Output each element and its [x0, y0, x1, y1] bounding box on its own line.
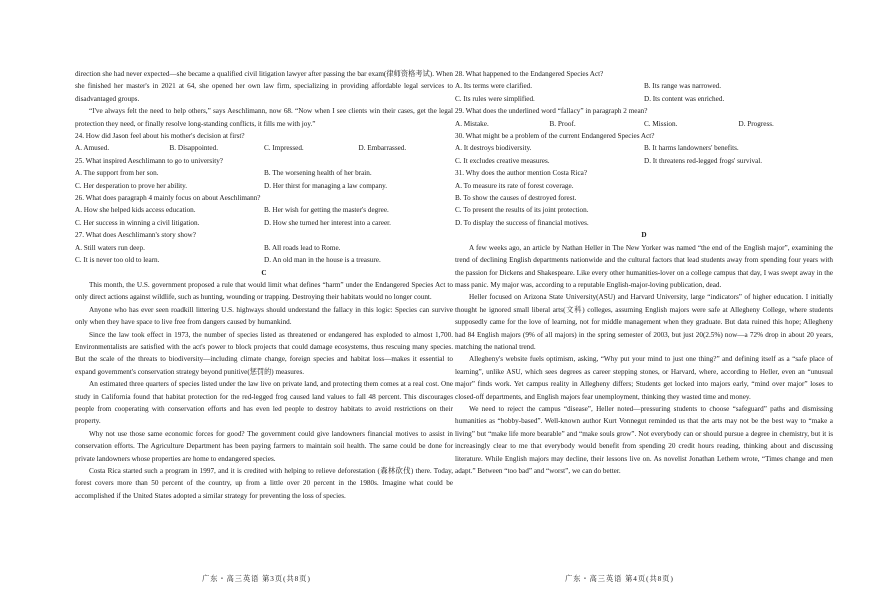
option: A. Amused. — [75, 144, 110, 153]
paragraph: Since the law took effect in 1973, the number of species listed as threatened or endangered has exploded to almost 1,700. Environmentalists are satisfied with the act's power to block projects that could damage ecosystems, thus rescuing many species. But the scale of the threats to biodiversity—including climate change, foreign species and habitat loss—makes it essential to expand government's conservation strategy beyond punitive(惩罚的) measures. — [75, 330, 453, 376]
options — [75, 180, 453, 192]
paragraph: Anyone who has ever seen roadkill littering U.S. highways should understand the fallacy in this logic: Species can survive only when they have space to live free from dangers caused by humankind. — [75, 305, 453, 327]
option: B. Her wish for getting the master's degree. — [264, 206, 389, 215]
question-30 — [455, 130, 833, 167]
option: D. To display the success of financial motives. — [455, 218, 589, 227]
option: A. Its terms were clarified. — [455, 82, 533, 91]
option: B. Disappointed. — [169, 144, 219, 153]
question-26 — [75, 192, 453, 229]
options — [455, 93, 833, 105]
option: C. Her success in winning a civil litigation. — [75, 218, 200, 227]
option: C. To present the results of its joint protection. — [455, 206, 589, 215]
options — [75, 142, 453, 154]
paragraph: Allegheny's website fuels optimism, asking, “Why put your mind to just one thing?” and defining itself as a “safe place of learning”, unlike ASU, which sees degrees as career stepping stones, or Harvard, where, according to Heller, even an “unusual major” finds work. Yet campus reality in Allegheny differs; Students get locked into majors early, “mind over major” loses to closed-off departments, and English majors fear unemployment, thinking they wasted time and money. — [455, 355, 833, 401]
option: A. Still waters run deep. — [75, 243, 145, 252]
section-heading-d: D — [641, 231, 647, 240]
option: B. The worsening health of her brain. — [264, 169, 372, 178]
option: C. Its rules were simplified. — [455, 94, 535, 103]
right-page-column — [455, 68, 833, 477]
question-stem: 27. What does Aeschlimann's story show? — [75, 231, 196, 240]
question-stem: 30. What might be a problem of the current Endangered Species Act? — [455, 132, 655, 141]
option: D. Progress. — [738, 119, 774, 128]
question-31 — [455, 167, 833, 229]
question-stem: 29. What does the underlined word “fallacy” in paragraph 2 mean? — [455, 107, 648, 116]
paragraph: An estimated three quarters of species listed under the law live on private land, and protecting them comes at a real cost. One study in California found that habitat protection for the red-legged frog caused land values to fall 48 percent. This discourages people from cooperating with conservation efforts and has even led people to destroy habitats to avoid restrictions on their property. — [75, 380, 453, 426]
options — [455, 118, 833, 130]
option: D. Embarrassed. — [358, 144, 407, 153]
paragraph: Why not use those same economic forces for good? The government could give landowners financial motives to assist in conservation efforts. The Agriculture Department has been paying farmers to maintain soil health. The same could be done for private landowners whose properties are home to endangered species. — [75, 429, 453, 463]
page-footer-left: 广东・高三英语 第3页(共8页) — [202, 575, 311, 583]
option: D. An old man in the house is a treasure. — [264, 256, 381, 265]
question-stem: 26. What does paragraph 4 mainly focus on about Aeschlimann? — [75, 194, 261, 203]
options — [455, 155, 833, 167]
question-stem: 31. Why does the author mention Costa Rica? — [455, 169, 588, 178]
question-stem: 24. How did Jason feel about his mother's decision at first? — [75, 132, 245, 141]
option: C. Mission. — [644, 119, 678, 128]
options — [75, 242, 453, 254]
option: D. Her thirst for managing a law company. — [264, 181, 388, 190]
paragraph: “I've always felt the need to help others,” says Aeschlimann, now 68. “Now when I see clients win their cases, get the legal protection they need, or finally resolve long-standing conflicts, it fills me with joy.” — [75, 107, 453, 128]
paragraph: Costa Rica started such a program in 1997, and it is credited with helping to relieve deforestation (森林砍伐) there. Today, forest covers more than 50 percent of the country, up from a little over 20 percent in the 1980s. Imagine what could be accomplished if the United States adopted a similar strategy for preventing the loss of species. — [75, 467, 453, 500]
paragraph: We need to reject the campus “disease”, Heller noted—pressuring students to choose “safeguard” paths and dismissing humanities as “hobby-based”. Well-known author Kurt Vonnegut reminded us that the arts may not be the best way to “make a living” but “make life more bearable” and “make souls grow”. Not everybody can or should pursue a degree in chemistry, but it is increasingly clear to me that everybody would benefit from spending 20 credit hours reading, thinking about and discussing literature. While English majors may decline, their lessons live on. As novelist Jonathan Lethem wrote, “Times change and men adapt.” Between “too bad” and “worst”, we can do better. — [455, 404, 833, 475]
question-29 — [455, 105, 833, 130]
question-25 — [75, 155, 453, 192]
option: B. To show the causes of destroyed forest. — [455, 194, 577, 203]
option: D. Its content was enriched. — [644, 94, 725, 103]
question-24 — [75, 130, 453, 155]
paragraph: This month, the U.S. government proposed a rule that would limit what defines “harm” under the Endangered Species Act to only direct actions against wildlife, such as hunting, wounding or trapping. Destroying their habitats would no longer count. — [75, 280, 453, 302]
option: A. It destroys biodiversity. — [455, 144, 532, 153]
option: D. How she turned her interest into a career. — [264, 218, 391, 227]
option: A. Mistake. — [455, 119, 489, 128]
option: C. It is never too old to learn. — [75, 256, 160, 265]
left-page-column — [75, 68, 453, 502]
options — [75, 204, 453, 216]
options — [75, 254, 453, 266]
question-stem: 28. What happened to the Endangered Species Act? — [455, 70, 604, 78]
paragraph: Heller focused on Arizona State University(ASU) and Harvard University, large “indicators” of higher education. I initially thought he ignored small liberal arts(文科) colleges, assuming English majors were safe at Allegheny College, where students supposedly came for the love of learning, not for middle management when they graduate. But data ruined this hope; Allegheny had 84 English majors (9% of all majors) in the spring semester of 2003, but just 20(2.5%) now—a 72% drop in about 20 years, matching the national trend. — [455, 293, 833, 351]
option: B. It harms landowners' benefits. — [644, 144, 739, 153]
options — [75, 217, 453, 229]
paragraph: direction she had never expected—she became a qualified civil litigation lawyer after passing the bar exam(律师资格考试). When she finished her master's in 2021 at 64, she opened her own law firm, specializing in providing affordable legal services to disadvantaged groups. — [75, 70, 453, 103]
option: D. It threatens red-legged frogs' survival. — [644, 156, 763, 165]
option: A. The support from her son. — [75, 169, 159, 178]
question-28 — [455, 68, 833, 105]
option: B. Its range was narrowed. — [644, 82, 722, 91]
options — [455, 80, 833, 92]
option: A. How she helped kids access education. — [75, 206, 196, 215]
options — [75, 167, 453, 179]
section-heading-c: C — [261, 268, 267, 277]
option: C. Her desperation to prove her ability. — [75, 181, 188, 190]
option: A. To measure its rate of forest coverage. — [455, 181, 574, 190]
option: B. All roads lead to Rome. — [264, 243, 341, 252]
question-stem: 25. What inspired Aeschlimann to go to university? — [75, 156, 223, 165]
option: C. Impressed. — [264, 144, 304, 153]
option: B. Proof. — [549, 119, 576, 128]
page-footer-right: 广东・高三英语 第4页(共8页) — [565, 575, 674, 583]
paragraph: A few weeks ago, an article by Nathan Heller in The New Yorker was named “the end of the English major”, examining the trend of declining English departments nationwide and the cultural factors that lead students away from spending four years with the passion for Dickens and Shakespeare. Like every other humanities-lover on a college campus that day, I was swept away in the mass panic. My major was, according to a reputable English-major-loving publication, dead. — [455, 243, 833, 289]
question-27 — [75, 229, 453, 266]
option: C. It excludes creative measures. — [455, 156, 550, 165]
options — [455, 142, 833, 154]
